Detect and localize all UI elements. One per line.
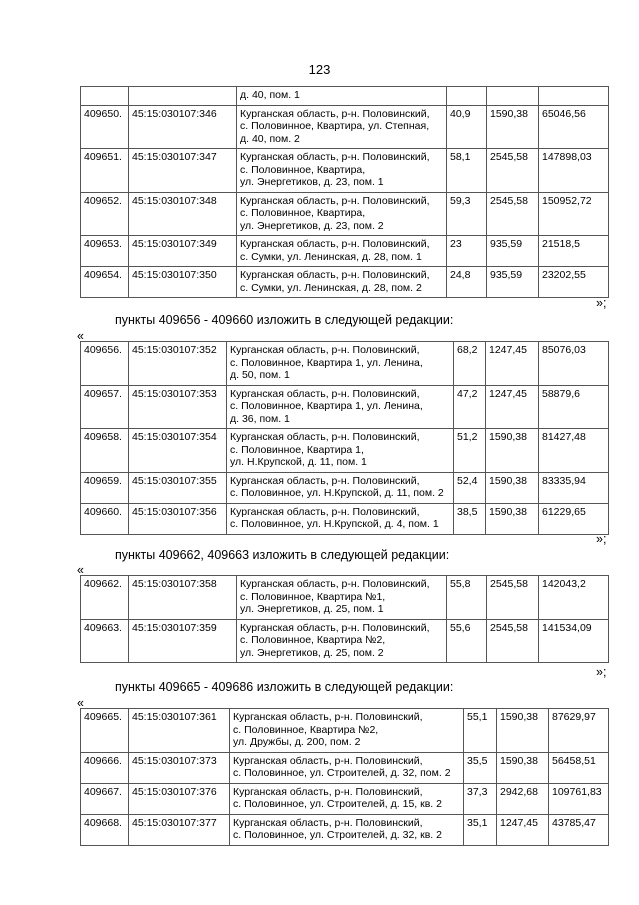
table-row (81, 814, 609, 845)
address-line: с. Половинное, ул. Н.Крупской, д. 4, пом. 1 (230, 518, 439, 530)
address-line: Курганская область, р-н. Половинский, (240, 269, 430, 281)
section-heading: пункты 409656 - 409660 изложить в следующей редакции: (115, 313, 454, 327)
total-value-cell: 56458,51 (549, 752, 609, 783)
unit-price-cell: 2545,58 (487, 149, 539, 193)
unit-price-cell: 2545,58 (487, 619, 539, 663)
section-heading: пункты 409662, 409663 изложить в следующей редакции: (115, 548, 450, 562)
table-row (81, 385, 609, 429)
address-line: с. Половинное, Квартира, (240, 207, 366, 219)
address-line: с. Половинное, Квартира 1, ул. Ленина, (230, 400, 423, 412)
address-line: с. Сумки, ул. Ленинская, д. 28, пом. 2 (240, 281, 422, 294)
address-cell (237, 105, 447, 149)
table-row (81, 503, 609, 534)
address-cell (230, 709, 464, 753)
address-line: д. 50, пом. 1 (230, 369, 290, 381)
unit-price-cell: 2545,58 (487, 192, 539, 236)
address-line: Курганская область, р-н. Половинский, (233, 711, 423, 723)
address-line: с. Половинное, ул. Строителей, д. 32, кв. 2 (233, 829, 442, 841)
cadastral-number-cell: 45:15:030107:359 (129, 619, 237, 663)
address-cell (237, 87, 447, 106)
table-row (81, 267, 609, 298)
address-line: Курганская область, р-н. Половинский, (240, 578, 430, 590)
row-number-cell: 409652. (81, 192, 129, 236)
address-cell (237, 576, 447, 620)
address-line: Курганская область, р-н. Половинский, (230, 431, 420, 443)
address-cell (230, 814, 464, 845)
unit-price-cell: 1590,38 (497, 752, 549, 783)
address-line: Курганская область, р-н. Половинский, (233, 785, 423, 798)
total-value-cell: 81427,48 (539, 429, 609, 473)
address-cell (237, 267, 447, 298)
cadastral-number-cell: 45:15:030107:373 (129, 752, 230, 783)
total-value-cell: 83335,94 (539, 472, 609, 503)
quote-close: »; (596, 665, 607, 679)
address-line: Курганская область, р-н. Половинский, (240, 238, 430, 250)
total-value-cell: 43785,47 (549, 814, 609, 845)
address-line: Курганская область, р-н. Половинский, (230, 505, 420, 518)
register-table-4 (80, 708, 609, 846)
address-cell (237, 149, 447, 193)
table-row (81, 192, 609, 236)
row-number-cell: 409668. (81, 814, 129, 845)
unit-price-cell: 935,59 (487, 236, 539, 267)
total-value-cell: 58879,6 (539, 385, 609, 429)
cadastral-number-cell: 45:15:030107:377 (129, 814, 230, 845)
row-number-cell: 409660. (81, 503, 129, 534)
address-cell (227, 385, 454, 429)
unit-price-cell: 1247,45 (497, 814, 549, 845)
address-line: с. Сумки, ул. Ленинская, д. 28, пом. 1 (240, 250, 422, 263)
quote-open: « (77, 563, 84, 577)
total-value-cell: 150952,72 (539, 192, 609, 236)
area-cell: 55,8 (447, 576, 487, 620)
address-line: с. Половинное, Квартира №2, (233, 723, 379, 736)
cadastral-number-cell: 45:15:030107:354 (129, 429, 227, 473)
cadastral-number-cell: 45:15:030107:348 (129, 192, 237, 236)
total-value-cell (539, 87, 609, 106)
address-line: д. 40, пом. 2 (240, 132, 300, 145)
area-cell: 68,2 (454, 342, 486, 386)
address-line: с. Половинное, Квартира №2, (240, 634, 386, 646)
unit-price-cell: 1590,38 (486, 472, 539, 503)
row-number-cell: 409656. (81, 342, 129, 386)
area-cell: 52,4 (454, 472, 486, 503)
address-line: Курганская область, р-н. Половинский, (233, 816, 423, 829)
area-cell: 55,1 (464, 709, 497, 753)
total-value-cell: 21518,5 (539, 236, 609, 267)
address-line: ул. Энергетиков, д. 25, пом. 1 (240, 603, 384, 615)
unit-price-cell (487, 87, 539, 106)
register-table-1 (80, 86, 609, 298)
total-value-cell: 85076,03 (539, 342, 609, 386)
table-row (81, 472, 609, 503)
unit-price-cell: 1590,38 (486, 503, 539, 534)
table-row (81, 709, 609, 753)
total-value-cell: 23202,55 (539, 267, 609, 298)
table-row (81, 87, 609, 106)
address-line: д. 36, пом. 1 (230, 412, 290, 425)
cadastral-number-cell: 45:15:030107:358 (129, 576, 237, 620)
area-cell: 58,1 (447, 149, 487, 193)
section-heading: пункты 409665 - 409686 изложить в следующей редакции: (115, 680, 454, 694)
address-line: с. Половинное, ул. Строителей, д. 32, пом. 2 (233, 767, 451, 779)
address-cell (237, 192, 447, 236)
address-line: Курганская область, р-н. Половинский, (240, 151, 430, 163)
total-value-cell: 87629,97 (549, 709, 609, 753)
area-cell: 55,6 (447, 619, 487, 663)
table-row (81, 783, 609, 814)
cadastral-number-cell: 45:15:030107:356 (129, 503, 227, 534)
quote-close: »; (596, 296, 607, 310)
area-cell: 23 (447, 236, 487, 267)
address-line: Курганская область, р-н. Половинский, (240, 194, 430, 207)
address-line: с. Половинное, Квартира 1, ул. Ленина, (230, 356, 423, 369)
address-line: с. Половинное, Квартира №1, (240, 590, 386, 603)
cadastral-number-cell: 45:15:030107:347 (129, 149, 237, 193)
total-value-cell: 141534,09 (539, 619, 609, 663)
address-line: Курганская область, р-н. Половинский, (230, 474, 420, 487)
unit-price-cell: 935,59 (487, 267, 539, 298)
area-cell: 35,1 (464, 814, 497, 845)
total-value-cell: 147898,03 (539, 149, 609, 193)
table-row (81, 236, 609, 267)
address-line: ул. Н.Крупской, д. 11, пом. 1 (230, 456, 367, 468)
row-number-cell: 409663. (81, 619, 129, 663)
area-cell: 37,3 (464, 783, 497, 814)
area-cell (447, 87, 487, 106)
row-number-cell: 409667. (81, 783, 129, 814)
total-value-cell: 61229,65 (539, 503, 609, 534)
total-value-cell: 109761,83 (549, 783, 609, 814)
table-row (81, 752, 609, 783)
address-cell (237, 236, 447, 267)
address-line: с. Половинное, Квартира 1, (230, 443, 364, 456)
table-row (81, 149, 609, 193)
unit-price-cell: 1247,45 (486, 342, 539, 386)
address-line: ул. Энергетиков, д. 23, пом. 1 (240, 176, 384, 188)
row-number-cell: 409657. (81, 385, 129, 429)
cadastral-number-cell: 45:15:030107:376 (129, 783, 230, 814)
cadastral-number-cell: 45:15:030107:349 (129, 236, 237, 267)
address-line: с. Половинное, Квартира, (240, 163, 366, 176)
area-cell: 35,5 (464, 752, 497, 783)
page-number: 123 (308, 62, 331, 77)
table-row (81, 342, 609, 386)
unit-price-cell: 1590,38 (487, 105, 539, 149)
address-line: с. Половинное, ул. Н.Крупской, д. 11, пом. 2 (230, 487, 444, 499)
unit-price-cell: 1590,38 (486, 429, 539, 473)
table-row (81, 576, 609, 620)
row-number-cell: 409654. (81, 267, 129, 298)
address-line: Курганская область, р-н. Половинский, (230, 387, 420, 400)
quote-open: « (77, 329, 84, 343)
table-row (81, 429, 609, 473)
address-line: ул. Энергетиков, д. 25, пом. 2 (240, 646, 384, 659)
table-row (81, 105, 609, 149)
address-line: Курганская область, р-н. Половинский, (233, 754, 423, 767)
row-number-cell: 409658. (81, 429, 129, 473)
area-cell: 38,5 (454, 503, 486, 534)
address-line: ул. Энергетиков, д. 23, пом. 2 (240, 219, 384, 232)
cadastral-number-cell: 45:15:030107:352 (129, 342, 227, 386)
area-cell: 47,2 (454, 385, 486, 429)
cadastral-number-cell: 45:15:030107:361 (129, 709, 230, 753)
address-line: д. 40, пом. 1 (240, 89, 300, 101)
total-value-cell: 142043,2 (539, 576, 609, 620)
cadastral-number-cell (129, 87, 237, 106)
address-cell (230, 783, 464, 814)
address-cell (230, 752, 464, 783)
quote-open: « (77, 696, 84, 710)
table-row (81, 619, 609, 663)
register-table-3 (80, 575, 609, 663)
address-line: ул. Дружбы, д. 200, пом. 2 (233, 736, 361, 748)
row-number-cell: 409662. (81, 576, 129, 620)
address-cell (227, 472, 454, 503)
address-cell (227, 503, 454, 534)
address-line: Курганская область, р-н. Половинский, (230, 344, 420, 356)
cadastral-number-cell: 45:15:030107:355 (129, 472, 227, 503)
total-value-cell: 65046,56 (539, 105, 609, 149)
cadastral-number-cell: 45:15:030107:353 (129, 385, 227, 429)
address-line: Курганская область, р-н. Половинский, (240, 621, 430, 634)
unit-price-cell: 1247,45 (486, 385, 539, 429)
address-line: Курганская область, р-н. Половинский, (240, 107, 430, 120)
row-number-cell: 409659. (81, 472, 129, 503)
quote-close: »; (596, 532, 607, 546)
address-line: с. Половинное, ул. Строителей, д. 15, кв. 2 (233, 798, 442, 810)
area-cell: 24,8 (447, 267, 487, 298)
address-cell (237, 619, 447, 663)
cadastral-number-cell: 45:15:030107:346 (129, 105, 237, 149)
register-table-2 (80, 341, 609, 535)
address-cell (227, 429, 454, 473)
address-line: с. Половинное, Квартира, ул. Степная, (240, 120, 430, 132)
cadastral-number-cell: 45:15:030107:350 (129, 267, 237, 298)
row-number-cell (81, 87, 129, 106)
row-number-cell: 409665. (81, 709, 129, 753)
row-number-cell: 409650. (81, 105, 129, 149)
unit-price-cell: 2942,68 (497, 783, 549, 814)
area-cell: 40,9 (447, 105, 487, 149)
unit-price-cell: 2545,58 (487, 576, 539, 620)
area-cell: 59,3 (447, 192, 487, 236)
row-number-cell: 409651. (81, 149, 129, 193)
address-cell (227, 342, 454, 386)
row-number-cell: 409653. (81, 236, 129, 267)
area-cell: 51,2 (454, 429, 486, 473)
row-number-cell: 409666. (81, 752, 129, 783)
unit-price-cell: 1590,38 (497, 709, 549, 753)
